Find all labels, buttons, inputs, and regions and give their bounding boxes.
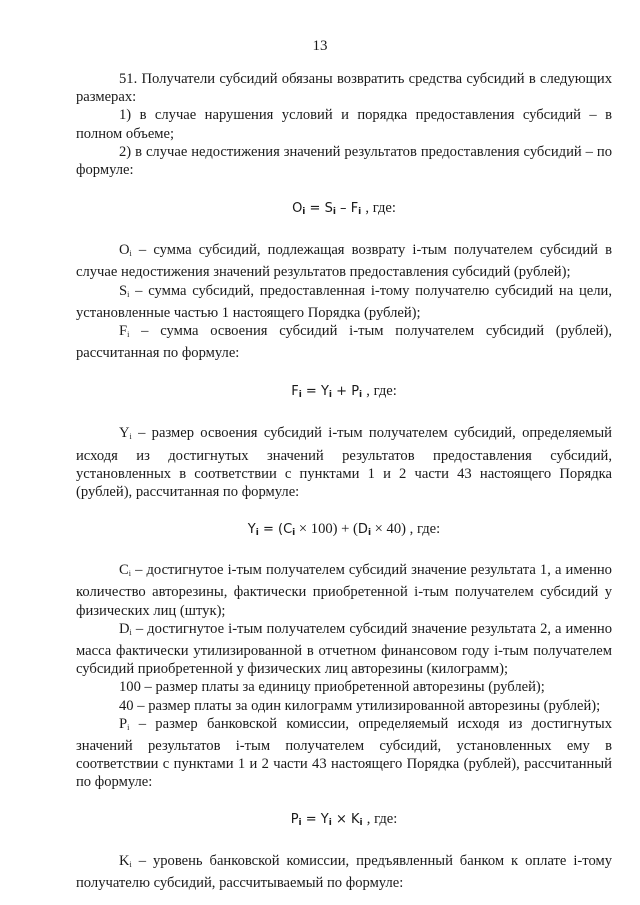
definition-k: $K_i$ – уровень банковской комиссии, предъявленный банком к оплате i-тому получателю субсидий, рассчитываемый по формуле: xyxy=(76,852,612,891)
formula-p: $P_i = Y_i \times K_i$ , где: xyxy=(290,810,398,828)
document-body xyxy=(76,70,612,892)
paragraph-item-1: 1) в случае нарушения условий и порядка предоставления субсидий – в полном объеме; xyxy=(76,107,612,142)
definition-d: $D_i$ – достигнутое i-тым получателем субсидий значение результата 2, а именно масса фактически утилизированной в отчетном финансовом году i-тым получателем субсидий приобретенной у физических лиц авторезины (килограмм); xyxy=(76,620,612,678)
page-number: 13 xyxy=(312,38,328,54)
definition-c: $C_i$ – достигнутое i-тым получателем субсидий значение результата 1, а именно количество авторезины, фактически приобретенной i-тым получателем субсидий у физических лиц (штук); xyxy=(76,562,612,619)
paragraph-item-2: 2) в случае недостижения значений результатов предоставления субсидий – по формуле: xyxy=(76,143,612,179)
definition-f: $F_i$ – сумма освоения субсидий i-тым получателем субсидий (рублей), рассчитанная по формуле: xyxy=(76,323,613,362)
definition-40: 40 – размер платы за один килограмм утилизированной авторезины (рублей); xyxy=(119,697,601,714)
paragraph-51: 51. Получатели субсидий обязаны возвратить средства субсидий в следующих размерах: xyxy=(76,71,612,106)
formula-f: $F_i = Y_i + P_i$ , где: xyxy=(291,383,397,401)
definition-s: $S_i$ – сумма субсидий, предоставленная i-тому получателю субсидий на цели, установленные частью 1 настоящего Порядка (рублей); xyxy=(76,282,612,321)
definition-o: $O_i$ – сумма субсидий, подлежащая возврату i-тым получателем субсидий в случае недостижения значений результатов предоставления субсидий (рублей); xyxy=(76,242,612,281)
definition-y: $Y_i$ – размер освоения субсидий i-тым получателем субсидий, определяемый исходя из достигнутых значений результатов предоставления субсидий, установленных в соответствии с пунктами 1 и 2 части 43 настоящего Порядка (рублей), рассчитанная по формуле: xyxy=(76,425,612,501)
definition-p: $P_i$ – размер банковской комиссии, определяемый исходя из достигнутых значений результатов i-тым получателем субсидий, установленных ему в соответствии с пунктами 1 и 2 части 43 настоящего Порядка (рублей), рассчитанный по формуле: xyxy=(76,715,612,791)
formula-o: $O_i = S_i - F_i$ , где: xyxy=(292,200,396,218)
formula-y: $Y_i = (C_i \times 100) + (D_i \times 40)$ , где: xyxy=(247,521,441,539)
definition-100: 100 – размер платы за единицу приобретенной авторезины (рублей); xyxy=(119,679,545,696)
